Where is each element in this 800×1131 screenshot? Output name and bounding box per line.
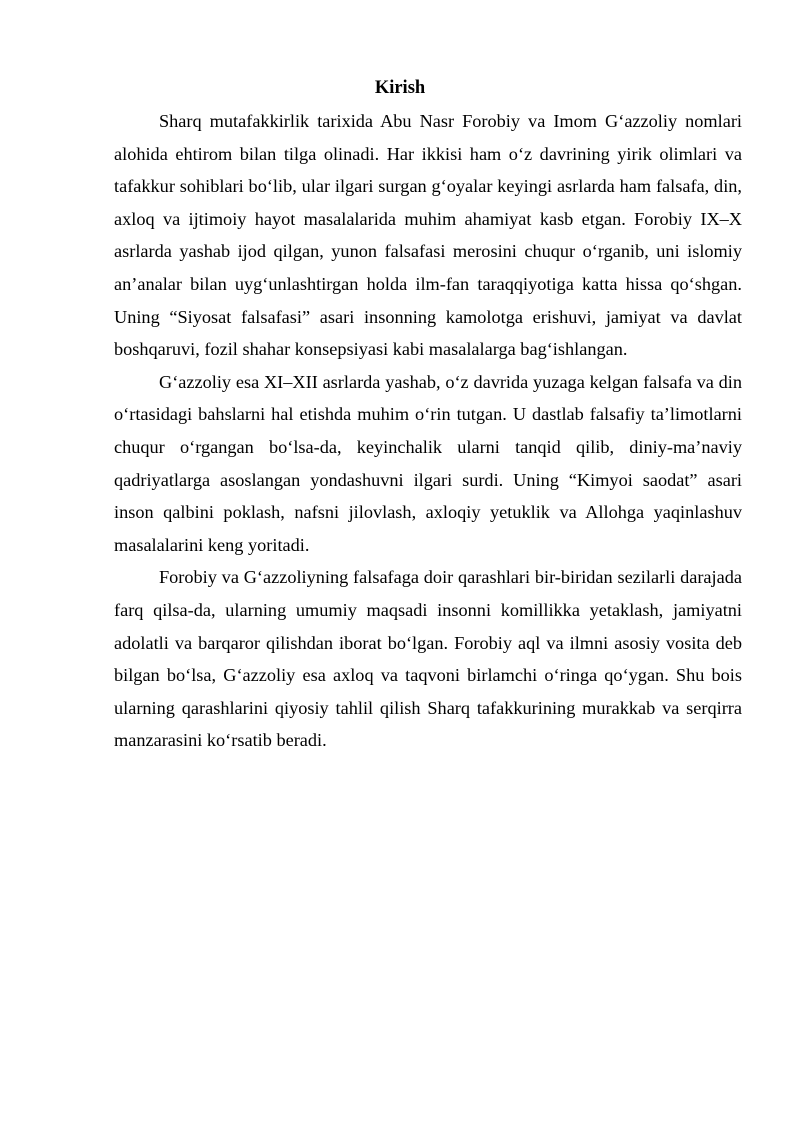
section-title: Kirish bbox=[374, 78, 426, 98]
paragraph-1: Sharq mutafakkirlik tarixida Abu Nasr Forobiy va Imom G‘azzoliy nomlari alohida ehtirom bilan tilga olinadi. Har ikkisi ham o‘z davrining yirik olimlari va tafakkur sohiblari bo‘lib, ular ilgari surgan g‘oyalar keyingi asrlarda ham falsafa, din, axloq va ijtimoiy hayot masalalarida muhim ahamiyat kasb etgan. Forobiy IX–X asrlarda yashab ijod qilgan, yunon falsafasi merosini chuqur o‘rganib, uni islomiy an’analar bilan uyg‘unlashtirgan holda ilm-fan taraqqiyotiga katta hissa qo‘shgan. Uning “Siyosat falsafasi” asari insonning kamolotga erishuvi, jamiyat va davlat boshqaruvi, fozil shahar konsepsiyasi kabi masalalarga bag‘ishlangan. bbox=[114, 111, 742, 360]
paragraph-3: Forobiy va G‘azzoliyning falsafaga doir qarashlari bir-biridan sezilarli darajada farq qilsa-da, ularning umumiy maqsadi insonni komillikka yetaklash, jamiyatni adolatli va barqaror qilishdan iborat bo‘lgan. Forobiy aql va ilmni asosiy vosita deb bilgan bo‘lsa, G‘azzoliy esa axloq va taqvoni birlamchi o‘ringa qo‘ygan. Shu bois ularning qarashlarini qiyosiy tahlil qilish Sharq tafakkurining murakkab va serqirra manzarasini ko‘rsatib beradi. bbox=[114, 567, 742, 751]
paragraph-2: G‘azzoliy esa XI–XII asrlarda yashab, o‘z davrida yuzaga kelgan falsafa va din o‘rtasidagi bahslarni hal etishda muhim o‘rin tutgan. U dastlab falsafiy ta’limotlarni chuqur o‘rgangan bo‘lsa-da, keyinchalik ularni tanqid qilib, diniy-ma’naviy qadriyatlarga asoslangan yondashuvni ilgari surdi. Uning “Kimyoi saodat” asari inson qalbini poklash, nafsni jilovlash, axloqiy yetuklik va Allohga yaqinlashuv masalalarini keng yoritadi. bbox=[114, 371, 742, 555]
body-text bbox=[114, 105, 742, 757]
